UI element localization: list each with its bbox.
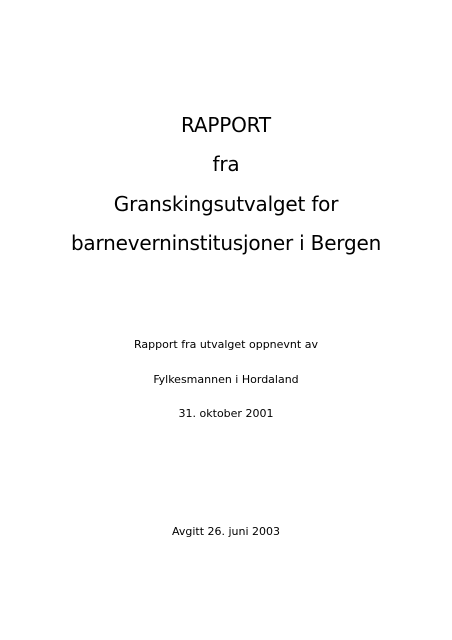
delivery-date: Avgitt 26. juni 2003 bbox=[171, 525, 281, 538]
appointment-date: 31. oktober 2001 bbox=[178, 407, 274, 420]
appointment-line: Rapport fra utvalget oppnevnt av bbox=[134, 338, 318, 351]
report-title-line-2: fra bbox=[212, 152, 240, 176]
appointing-authority: Fylkesmannen i Hordaland bbox=[153, 373, 299, 386]
report-title-line-3: Granskingsutvalget for bbox=[113, 192, 339, 216]
report-title-line-1: RAPPORT bbox=[181, 113, 271, 137]
report-title-line-4: barneverninstitusjoner i Bergen bbox=[70, 231, 382, 255]
